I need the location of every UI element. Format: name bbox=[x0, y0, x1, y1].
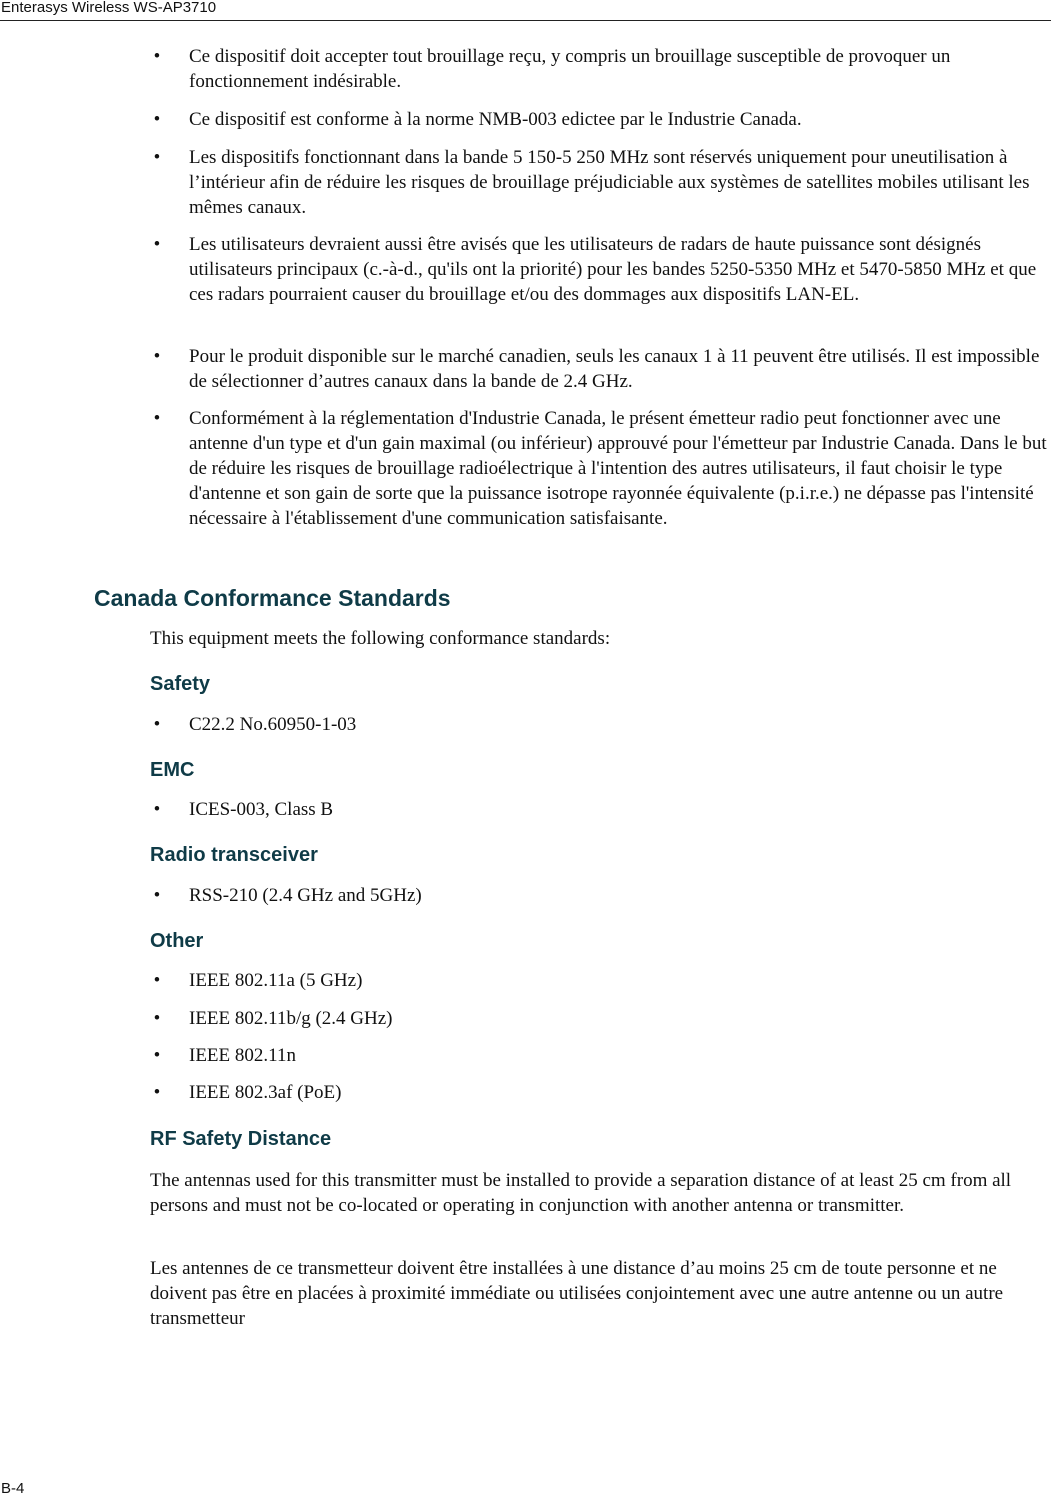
list-item: • C22.2 No.60950-1-03 bbox=[189, 712, 1051, 737]
bullet-icon: • bbox=[153, 1008, 161, 1029]
list-item: • IEEE 802.11b/g (2.4 GHz) bbox=[189, 1006, 1051, 1031]
page-header bbox=[0, 0, 1051, 21]
rf-heading: RF Safety Distance bbox=[150, 1128, 332, 1150]
list-item: • RSS-210 (2.4 GHz and 5GHz) bbox=[189, 883, 1051, 908]
bullet-icon: • bbox=[153, 885, 161, 906]
bullet-icon: • bbox=[153, 46, 161, 67]
page-number: B-4 bbox=[1, 1480, 25, 1497]
emc-heading: EMC bbox=[150, 759, 195, 781]
list-item: • Ce dispositif doit accepter tout brouillage reçu, y compris un brouillage susceptible de provoquer un fonctionnement indésirable. bbox=[189, 44, 1051, 94]
list-item: • IEEE 802.11a (5 GHz) bbox=[189, 968, 1051, 993]
rf-paragraph-fr: Les antennes de ce transmetteur doivent être installées à une distance d’au moins 25 cm de toute personne et ne doivent pas être en placées à proximité immédiate ou utilisées conjointement avec une autre antenne ou un autre transmetteur bbox=[150, 1258, 1004, 1329]
list-item: • Ce dispositif est conforme à la norme NMB-003 edictee par le Industrie Canada. bbox=[189, 107, 1051, 132]
list-item: • Conformément à la réglementation d'Industrie Canada, le présent émetteur radio peut fonctionner avec une antenne d'un type et d'un gain maximal (ou inférieur) approuvé pour l'émetteur par Industrie Canada. Dans le but de réduire les risques de brouillage radioélectrique à l'intention des autres utilisateurs, il faut choisir le type d'antenne et son gain de sorte que la puissance isotrope rayonnée équivalente (p.i.r.e.) ne dépasse pas l'intensité nécessaire à l'établissement d'une communication satisfaisante. bbox=[189, 406, 1051, 531]
bullet-icon: • bbox=[153, 970, 161, 991]
list-item: • IEEE 802.3af (PoE) bbox=[189, 1080, 1051, 1105]
list-item: • Pour le produit disponible sur le marché canadien, seuls les canaux 1 à 11 peuvent être utilisés. Il est impossible de sélectionner d’autres canaux dans la bande de 2.4 GHz. bbox=[189, 344, 1051, 394]
bullet-icon: • bbox=[153, 408, 161, 429]
header-title: Enterasys Wireless WS-AP3710 bbox=[1, 0, 217, 16]
bullet-icon: • bbox=[153, 346, 161, 367]
bullet-icon: • bbox=[153, 1082, 161, 1103]
section-intro: This equipment meets the following conformance standards: bbox=[150, 628, 611, 649]
other-heading: Other bbox=[150, 930, 204, 952]
bullet-icon: • bbox=[153, 799, 161, 820]
list-item: • Les dispositifs fonctionnant dans la bande 5 150-5 250 MHz sont réservés uniquement pour uneutilisation à l’intérieur afin de réduire les risques de brouillage préjudiciable aux systèmes de satellites mobiles utilisant les mêmes canaux. bbox=[189, 145, 1051, 220]
bullet-icon: • bbox=[153, 234, 161, 255]
list-item: • Les utilisateurs devraient aussi être avisés que les utilisateurs de radars de haute puissance sont désignés utilisateurs principaux (c.-à-d., qu'ils ont la priorité) pour les bandes 5250-5350 MHz et 5470-5850 MHz et que ces radars pourraient causer du brouillage et/ou des dommages aux dispositifs LAN-EL. bbox=[189, 232, 1051, 307]
list-item: • ICES-003, Class B bbox=[189, 797, 1051, 822]
rf-paragraph-en: The antennas used for this transmitter must be installed to provide a separation distance of at least 25 cm from all persons and must not be co-located or operating in conjunction with another antenna or transmitter. bbox=[150, 1170, 1012, 1216]
bullet-icon: • bbox=[153, 147, 161, 168]
list-item: • IEEE 802.11n bbox=[189, 1043, 1051, 1068]
safety-heading: Safety bbox=[150, 673, 211, 695]
section-title: Canada Conformance Standards bbox=[94, 585, 451, 611]
radio-heading: Radio transceiver bbox=[150, 844, 318, 866]
bullet-icon: • bbox=[153, 714, 161, 735]
bullet-icon: • bbox=[153, 109, 161, 130]
bullet-icon: • bbox=[153, 1045, 161, 1066]
